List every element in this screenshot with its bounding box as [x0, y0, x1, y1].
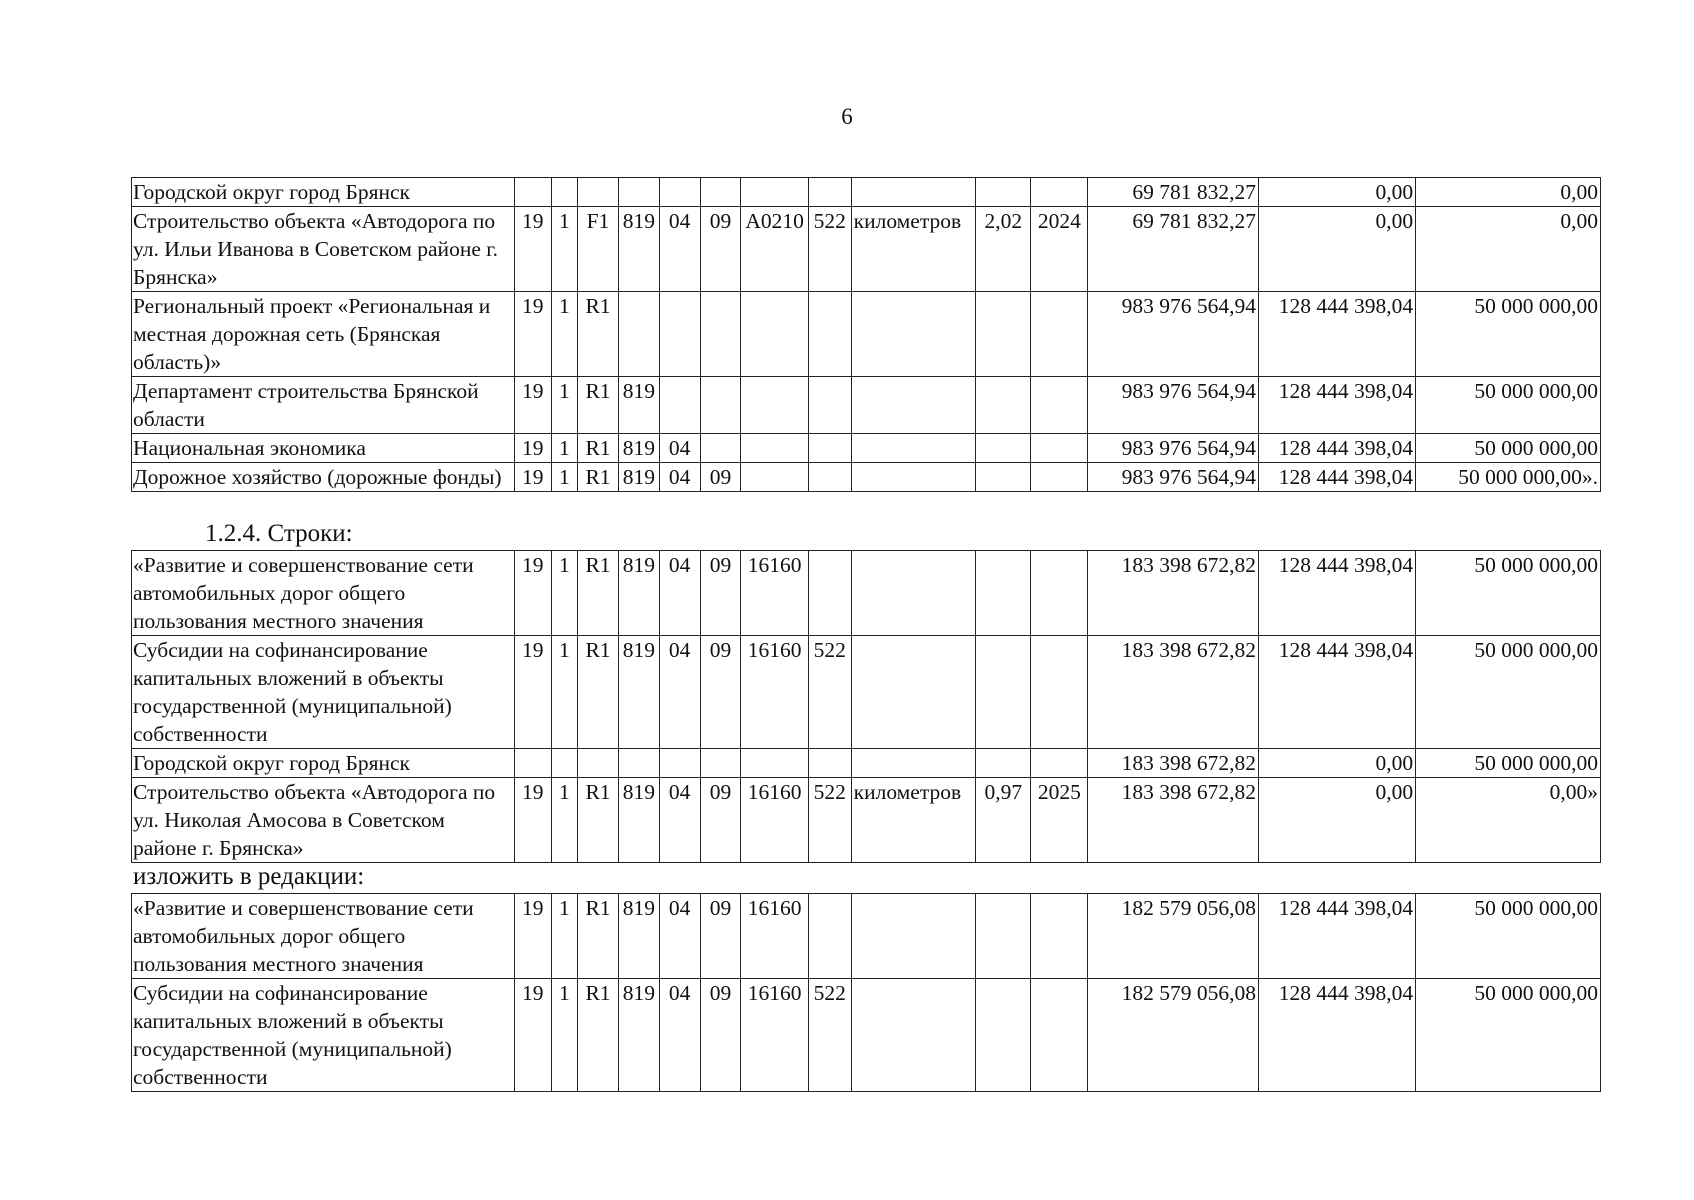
table-row: [132, 434, 1601, 463]
table-row: [132, 292, 1601, 377]
target-article-cell: 16160: [741, 636, 808, 749]
name-cell: Субсидии на софинансирование капитальных вложений в объекты государственной (муниципальной) собственности: [132, 979, 515, 1092]
subsection-cell: 09: [700, 979, 741, 1092]
amount-year3-cell: 0,00: [1416, 178, 1601, 207]
amount-year2-cell: 128 444 398,04: [1258, 979, 1415, 1092]
ministry-code-cell: 819: [618, 778, 659, 863]
ministry-code-cell: [618, 749, 659, 778]
table-row: [132, 377, 1601, 434]
amount-year3-cell: 50 000 000,00».: [1416, 463, 1601, 492]
amount-year1-cell: 183 398 672,82: [1088, 749, 1258, 778]
target-article-cell: [741, 463, 808, 492]
capacity-cell: [976, 434, 1031, 463]
year-cell: [1031, 463, 1088, 492]
subsection-cell: 09: [700, 778, 741, 863]
budget-table-new-lines: [131, 893, 1601, 1092]
amount-year3-cell: 50 000 000,00: [1416, 979, 1601, 1092]
page-number: 6: [841, 104, 853, 129]
capacity-cell: [976, 178, 1031, 207]
subprogram-cell: 1: [551, 292, 578, 377]
expense-type-cell: [808, 292, 851, 377]
amount-year3-cell: 50 000 000,00: [1416, 434, 1601, 463]
name-cell: Городской округ город Брянск: [132, 749, 515, 778]
amount-year3-cell: 50 000 000,00: [1416, 636, 1601, 749]
amount-year1-cell: 69 781 832,27: [1088, 207, 1258, 292]
amount-year1-cell: 183 398 672,82: [1088, 551, 1258, 636]
name-cell: «Развитие и совершенствование сети автомобильных дорог общего пользования местного значения: [132, 894, 515, 979]
expense-type-cell: [808, 551, 851, 636]
section-cell: 04: [659, 979, 700, 1092]
subprogram-cell: [551, 178, 578, 207]
ministry-code-cell: [618, 292, 659, 377]
project-cell: R1: [578, 894, 619, 979]
unit-cell: [851, 551, 976, 636]
subprogram-cell: 1: [551, 463, 578, 492]
project-cell: R1: [578, 377, 619, 434]
target-article-cell: [741, 749, 808, 778]
unit-cell: [851, 292, 976, 377]
unit-cell: [851, 463, 976, 492]
amount-year3-cell: 50 000 000,00: [1416, 377, 1601, 434]
budget-table-continued: [131, 177, 1601, 492]
ministry-code-cell: 819: [618, 207, 659, 292]
amount-year2-cell: 128 444 398,04: [1258, 894, 1415, 979]
amount-year1-cell: 183 398 672,82: [1088, 778, 1258, 863]
subprogram-cell: 1: [551, 434, 578, 463]
section-cell: 04: [659, 463, 700, 492]
amount-year3-cell: 50 000 000,00: [1416, 292, 1601, 377]
subsection-cell: 09: [700, 894, 741, 979]
amount-year1-cell: 983 976 564,94: [1088, 434, 1258, 463]
unit-cell: [851, 749, 976, 778]
expense-type-cell: [808, 463, 851, 492]
table-row: [132, 178, 1601, 207]
table-row: [132, 463, 1601, 492]
unit-cell: [851, 979, 976, 1092]
program-cell: 19: [514, 778, 551, 863]
subsection-cell: [700, 292, 741, 377]
amount-year1-cell: 983 976 564,94: [1088, 292, 1258, 377]
capacity-cell: 0,97: [976, 778, 1031, 863]
amount-year1-cell: 69 781 832,27: [1088, 178, 1258, 207]
budget-table-old-lines: [131, 550, 1601, 863]
program-cell: 19: [514, 636, 551, 749]
name-cell: Строительство объекта «Автодорога по ул. Ильи Иванова в Советском районе г. Брянска»: [132, 207, 515, 292]
subprogram-cell: 1: [551, 377, 578, 434]
expense-type-cell: [808, 749, 851, 778]
ministry-code-cell: 819: [618, 636, 659, 749]
amount-year2-cell: 0,00: [1258, 749, 1415, 778]
project-cell: R1: [578, 636, 619, 749]
target-article-cell: [741, 178, 808, 207]
unit-cell: [851, 377, 976, 434]
section-cell: [659, 377, 700, 434]
subprogram-cell: 1: [551, 207, 578, 292]
year-cell: [1031, 749, 1088, 778]
table-row: [132, 636, 1601, 749]
ministry-code-cell: 819: [618, 894, 659, 979]
program-cell: 19: [514, 207, 551, 292]
program-cell: 19: [514, 979, 551, 1092]
project-cell: F1: [578, 207, 619, 292]
ministry-code-cell: 819: [618, 434, 659, 463]
section-caption-new-edition: изложить в редакции:: [133, 863, 365, 890]
subsection-cell: 09: [700, 551, 741, 636]
expense-type-cell: [808, 434, 851, 463]
section-cell: 04: [659, 551, 700, 636]
table-row: [132, 979, 1601, 1092]
capacity-cell: 2,02: [976, 207, 1031, 292]
project-cell: R1: [578, 434, 619, 463]
year-cell: [1031, 894, 1088, 979]
amount-year2-cell: 0,00: [1258, 778, 1415, 863]
subsection-cell: 09: [700, 207, 741, 292]
program-cell: [514, 749, 551, 778]
target-article-cell: 16160: [741, 979, 808, 1092]
project-cell: [578, 749, 619, 778]
section-caption-lines: 1.2.4. Строки:: [205, 520, 353, 547]
target-article-cell: 16160: [741, 778, 808, 863]
project-cell: R1: [578, 463, 619, 492]
table-row: [132, 778, 1601, 863]
amount-year2-cell: 0,00: [1258, 178, 1415, 207]
section-cell: 04: [659, 778, 700, 863]
target-article-cell: [741, 434, 808, 463]
program-cell: [514, 178, 551, 207]
ministry-code-cell: [618, 178, 659, 207]
unit-cell: [851, 434, 976, 463]
name-cell: Субсидии на софинансирование капитальных вложений в объекты государственной (муниципальной) собственности: [132, 636, 515, 749]
section-cell: 04: [659, 434, 700, 463]
section-cell: 04: [659, 207, 700, 292]
amount-year1-cell: 983 976 564,94: [1088, 377, 1258, 434]
name-cell: Национальная экономика: [132, 434, 515, 463]
ministry-code-cell: 819: [618, 463, 659, 492]
capacity-cell: [976, 292, 1031, 377]
subprogram-cell: 1: [551, 778, 578, 863]
expense-type-cell: 522: [808, 778, 851, 863]
expense-type-cell: [808, 377, 851, 434]
amount-year3-cell: 50 000 000,00: [1416, 551, 1601, 636]
amount-year3-cell: 0,00: [1416, 207, 1601, 292]
year-cell: [1031, 377, 1088, 434]
amount-year2-cell: 128 444 398,04: [1258, 463, 1415, 492]
table-row: [132, 749, 1601, 778]
ministry-code-cell: 819: [618, 377, 659, 434]
unit-cell: километров: [851, 778, 976, 863]
amount-year2-cell: 128 444 398,04: [1258, 636, 1415, 749]
ministry-code-cell: 819: [618, 551, 659, 636]
year-cell: 2025: [1031, 778, 1088, 863]
subprogram-cell: 1: [551, 979, 578, 1092]
target-article-cell: А0210: [741, 207, 808, 292]
year-cell: [1031, 551, 1088, 636]
subprogram-cell: 1: [551, 894, 578, 979]
capacity-cell: [976, 979, 1031, 1092]
name-cell: Департамент строительства Брянской области: [132, 377, 515, 434]
section-cell: 04: [659, 636, 700, 749]
target-article-cell: 16160: [741, 551, 808, 636]
unit-cell: километров: [851, 207, 976, 292]
capacity-cell: [976, 749, 1031, 778]
expense-type-cell: [808, 894, 851, 979]
project-cell: R1: [578, 778, 619, 863]
target-article-cell: 16160: [741, 894, 808, 979]
expense-type-cell: [808, 178, 851, 207]
year-cell: [1031, 636, 1088, 749]
amount-year1-cell: 182 579 056,08: [1088, 894, 1258, 979]
section-cell: [659, 749, 700, 778]
capacity-cell: [976, 894, 1031, 979]
name-cell: Дорожное хозяйство (дорожные фонды): [132, 463, 515, 492]
year-cell: [1031, 979, 1088, 1092]
subprogram-cell: [551, 749, 578, 778]
subprogram-cell: 1: [551, 551, 578, 636]
target-article-cell: [741, 292, 808, 377]
project-cell: R1: [578, 979, 619, 1092]
capacity-cell: [976, 551, 1031, 636]
program-cell: 19: [514, 292, 551, 377]
amount-year1-cell: 183 398 672,82: [1088, 636, 1258, 749]
year-cell: 2024: [1031, 207, 1088, 292]
amount-year2-cell: 128 444 398,04: [1258, 377, 1415, 434]
amount-year3-cell: 0,00»: [1416, 778, 1601, 863]
program-cell: 19: [514, 377, 551, 434]
name-cell: Городской округ город Брянск: [132, 178, 515, 207]
name-cell: Региональный проект «Региональная и местная дорожная сеть (Брянская область)»: [132, 292, 515, 377]
capacity-cell: [976, 463, 1031, 492]
subsection-cell: [700, 377, 741, 434]
project-cell: R1: [578, 551, 619, 636]
subsection-cell: [700, 434, 741, 463]
project-cell: R1: [578, 292, 619, 377]
subsection-cell: 09: [700, 463, 741, 492]
subsection-cell: 09: [700, 636, 741, 749]
table-row: [132, 894, 1601, 979]
amount-year1-cell: 182 579 056,08: [1088, 979, 1258, 1092]
program-cell: 19: [514, 463, 551, 492]
amount-year2-cell: 128 444 398,04: [1258, 434, 1415, 463]
name-cell: «Развитие и совершенствование сети автомобильных дорог общего пользования местного значения: [132, 551, 515, 636]
target-article-cell: [741, 377, 808, 434]
unit-cell: [851, 636, 976, 749]
expense-type-cell: 522: [808, 207, 851, 292]
section-cell: 04: [659, 894, 700, 979]
amount-year3-cell: 50 000 000,00: [1416, 749, 1601, 778]
year-cell: [1031, 292, 1088, 377]
table-row: [132, 551, 1601, 636]
ministry-code-cell: 819: [618, 979, 659, 1092]
expense-type-cell: 522: [808, 979, 851, 1092]
unit-cell: [851, 178, 976, 207]
program-cell: 19: [514, 894, 551, 979]
amount-year2-cell: 128 444 398,04: [1258, 551, 1415, 636]
section-cell: [659, 292, 700, 377]
amount-year3-cell: 50 000 000,00: [1416, 894, 1601, 979]
section-cell: [659, 178, 700, 207]
year-cell: [1031, 434, 1088, 463]
table-row: [132, 207, 1601, 292]
subprogram-cell: 1: [551, 636, 578, 749]
capacity-cell: [976, 636, 1031, 749]
amount-year1-cell: 983 976 564,94: [1088, 463, 1258, 492]
program-cell: 19: [514, 434, 551, 463]
amount-year2-cell: 0,00: [1258, 207, 1415, 292]
project-cell: [578, 178, 619, 207]
year-cell: [1031, 178, 1088, 207]
amount-year2-cell: 128 444 398,04: [1258, 292, 1415, 377]
expense-type-cell: 522: [808, 636, 851, 749]
capacity-cell: [976, 377, 1031, 434]
subsection-cell: [700, 749, 741, 778]
subsection-cell: [700, 178, 741, 207]
unit-cell: [851, 894, 976, 979]
program-cell: 19: [514, 551, 551, 636]
name-cell: Строительство объекта «Автодорога по ул. Николая Амосова в Советском районе г. Брянска»: [132, 778, 515, 863]
